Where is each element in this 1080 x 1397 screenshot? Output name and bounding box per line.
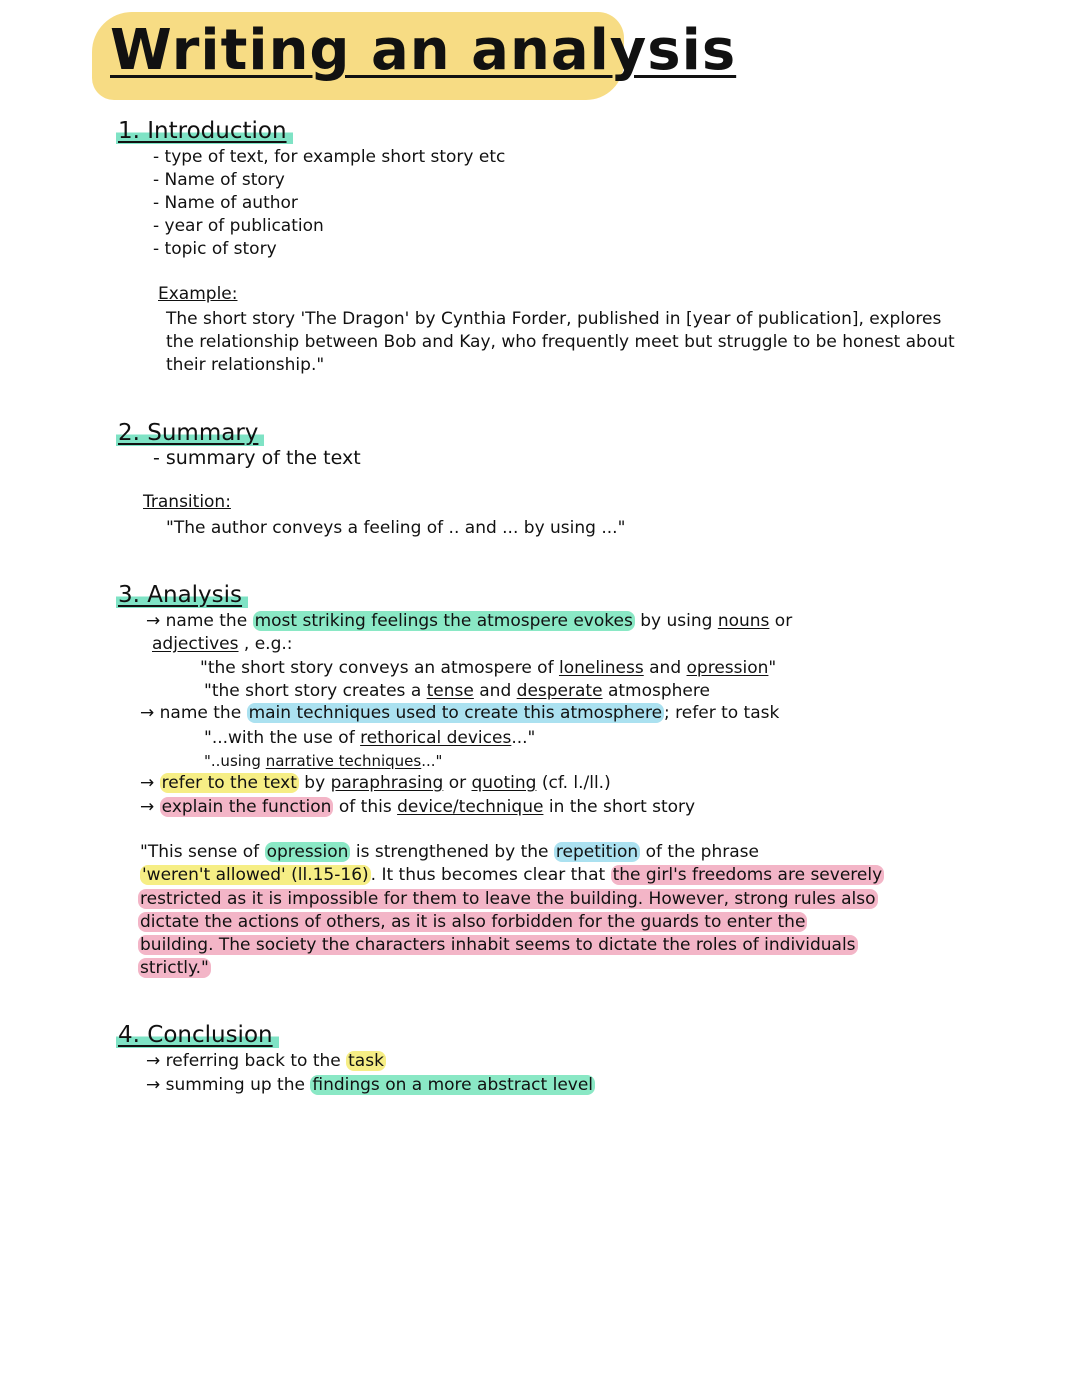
highlight-explain: explain the function	[161, 797, 332, 817]
highlight-refer: refer to the text	[161, 773, 297, 793]
conclusion-bullet: → referring back to the task	[146, 1051, 384, 1071]
sample-line: 'weren't allowed' (ll.15-16) . It thus becomes clear that the girl's freedoms are severely	[142, 865, 883, 885]
example-label: Example:	[158, 284, 238, 304]
sample-line: building. The society the characters inhabit seems to dictate the roles of individuals	[140, 935, 856, 955]
example-line: their relationship."	[166, 355, 325, 375]
highlight-techniques: main techniques used to create this atmosphere	[248, 703, 663, 723]
conclusion-bullet: → summing up the findings on a more abstract level	[146, 1075, 594, 1095]
summary-bullet: - summary of the text	[153, 447, 361, 469]
analysis-example: "..using narrative techniques..."	[204, 752, 443, 770]
analysis-point-explain: → explain the function of this device/technique in the short story	[140, 797, 696, 817]
highlight-feelings: most striking feelings the atmospere evokes	[254, 611, 633, 631]
intro-bullet: - Name of story	[153, 170, 285, 190]
section-heading-analysis: 3. Analysis	[116, 582, 248, 608]
transition-text: "The author conveys a feeling of .. and ... by using ..."	[166, 518, 626, 538]
sample-line: restricted as it is impossible for them to leave the building. However, strong rules also	[140, 889, 876, 909]
example-line: The short story 'The Dragon' by Cynthia Forder, published in [year of publication], explores	[166, 309, 942, 329]
sample-line: "This sense of opression is strengthened by the repetition of the phrase	[140, 842, 759, 862]
intro-bullet: - type of text, for example short story etc	[153, 147, 506, 167]
intro-bullet: - Name of author	[153, 193, 298, 213]
analysis-point-feelings-cont: adjectives , e.g.:	[152, 634, 293, 654]
page-title: Writing an analysis	[110, 18, 737, 83]
analysis-point-feelings: → name the most striking feelings the atmospere evokes by using nouns or	[146, 611, 793, 631]
sample-line: dictate the actions of others, as it is also forbidden for the guards to enter the	[140, 912, 806, 932]
intro-bullet: - topic of story	[153, 239, 277, 259]
sample-line: strictly."	[140, 958, 209, 978]
analysis-point-refer: → refer to the text by paraphrasing or quoting (cf. l./ll.)	[140, 773, 611, 793]
section-heading-introduction: 1. Introduction	[116, 118, 293, 144]
analysis-example: "the short story creates a tense and desperate atmosphere	[204, 681, 710, 701]
analysis-example: "...with the use of rethorical devices..."	[204, 728, 536, 748]
transition-label: Transition:	[143, 492, 231, 512]
intro-bullet: - year of publication	[153, 216, 324, 236]
section-heading-summary: 2. Summary	[116, 420, 264, 446]
analysis-example: "the short story conveys an atmospere of loneliness and opression"	[200, 658, 777, 678]
example-line: the relationship between Bob and Kay, who frequently meet but struggle to be honest about	[166, 332, 955, 352]
section-heading-conclusion: 4. Conclusion	[116, 1022, 279, 1048]
analysis-point-techniques: → name the main techniques used to create this atmosphere ; refer to task	[140, 703, 780, 723]
